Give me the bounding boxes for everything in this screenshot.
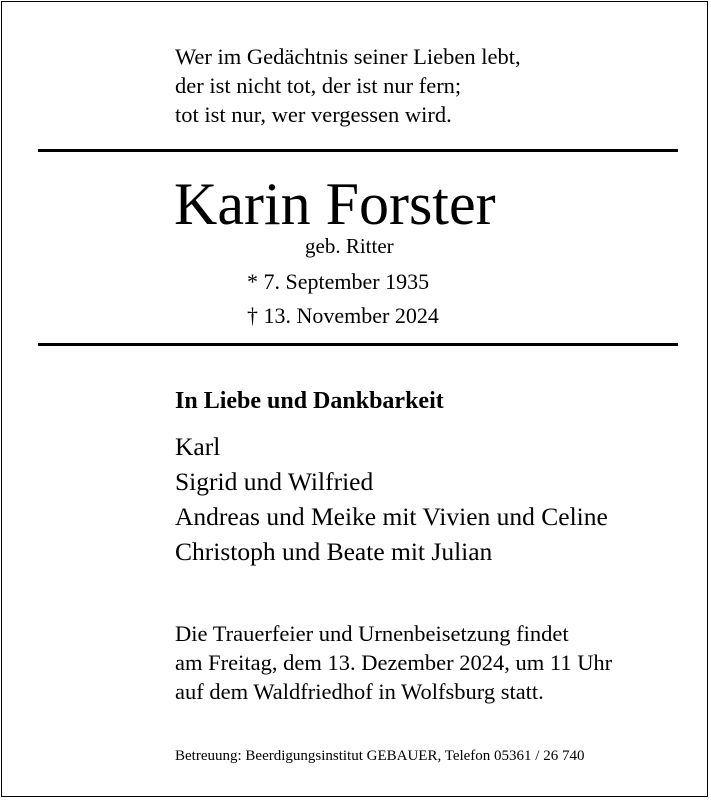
- mourner-line: Sigrid und Wilfried: [175, 467, 374, 496]
- divider-bottom: [38, 343, 678, 346]
- funeral-home-contact: Betreuung: Beerdigungsinstitut GEBAUER, Telefon 05361 / 26 740: [175, 748, 585, 764]
- notice-line: Die Trauerfeier und Urnenbeisetzung findet: [175, 621, 569, 646]
- quote-line: Wer im Gedächtnis seiner Lieben lebt,: [175, 44, 521, 69]
- memorial-quote: [175, 42, 521, 129]
- mourners-list: [175, 429, 608, 569]
- quote-line: tot ist nur, wer vergessen wird.: [175, 102, 452, 127]
- mourners-heading: In Liebe und Dankbarkeit: [175, 388, 444, 414]
- divider-top: [38, 149, 678, 152]
- mourner-line: Andreas und Meike mit Vivien und Celine: [175, 502, 608, 531]
- notice-line: am Freitag, dem 13. Dezember 2024, um 11 Uhr: [175, 650, 613, 675]
- obituary-frame: [1, 1, 708, 797]
- birth-name: geb. Ritter: [305, 234, 394, 258]
- death-date: † 13. November 2024: [247, 303, 439, 328]
- funeral-notice: [175, 619, 612, 706]
- mourner-line: Karl: [175, 432, 221, 461]
- mourner-line: Christoph und Beate mit Julian: [175, 537, 493, 566]
- notice-line: auf dem Waldfriedhof in Wolfsburg statt.: [175, 679, 544, 704]
- quote-line: der ist nicht tot, der ist nur fern;: [175, 73, 462, 98]
- deceased-name: Karin Forster: [174, 171, 496, 237]
- birth-date: * 7. September 1935: [247, 269, 430, 294]
